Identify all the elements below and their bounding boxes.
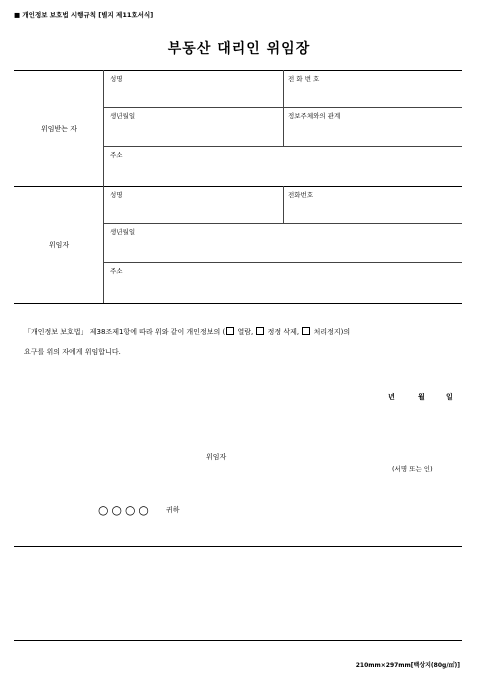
delegator-section-label: 위임자: [48, 241, 70, 249]
table-top-border: [14, 70, 462, 71]
delegatee-name-label: 성명: [110, 75, 123, 83]
option-correction-deletion: 정정 삭제,: [267, 328, 300, 336]
statement-line-2: 요구를 위의 자에게 위임합니다.: [24, 348, 121, 356]
delegatee-phone-label: 전 화 번 호: [288, 75, 320, 83]
page-title: 부동산 대리인 위임장: [167, 41, 311, 57]
section-divider: [14, 186, 462, 187]
date-year: 년: [388, 393, 395, 401]
option-inspection: 열람,: [237, 328, 254, 336]
row-divider: [103, 262, 462, 263]
signature-delegator-label: 위임자: [206, 453, 227, 461]
recipient-name: ○○○○: [98, 503, 152, 517]
column-divider: [283, 186, 284, 223]
label-column-divider: [103, 70, 104, 303]
paper-spec-footer: 210mm×297mm[백상지(80g/㎡)]: [355, 662, 460, 669]
delegator-phone-label: 전화번호: [288, 191, 314, 199]
table-bottom-border: [14, 303, 462, 304]
delegator-name-label: 성명: [110, 191, 123, 199]
column-divider: [283, 70, 284, 146]
statement-intro: 「개인정보 보호법」 제38조제1항에 따라 위와 같이 개인정보의 (: [24, 328, 226, 336]
checkbox-correction-deletion[interactable]: [256, 327, 264, 335]
option-processing-suspension: 처리정지)의: [313, 328, 351, 336]
delegation-statement: [24, 322, 464, 362]
delegatee-birth-label: 생년월일: [110, 112, 136, 120]
footer-divider: [14, 640, 462, 641]
delegatee-address-label: 주소: [110, 151, 123, 159]
lower-divider: [14, 546, 462, 547]
date-month: 월: [418, 393, 425, 401]
checkbox-inspection[interactable]: [226, 327, 234, 335]
delegator-address-label: 주소: [110, 267, 123, 275]
statement-line-1: [24, 322, 464, 342]
recipient-honorific: 귀하: [166, 506, 180, 514]
signature-note: (서명 또는 인): [392, 465, 433, 473]
delegator-birth-label: 생년월일: [110, 228, 136, 236]
date-day: 일: [446, 393, 453, 401]
delegatee-section-label: 위임받는 자: [40, 125, 78, 133]
checkbox-processing-suspension[interactable]: [302, 327, 310, 335]
row-divider: [103, 223, 462, 224]
row-divider: [103, 146, 462, 147]
delegatee-relation-label: 정보주체와의 관계: [288, 112, 341, 120]
form-header-note: ■ 개인정보 보호법 시행규칙 [별지 제11호서식]: [14, 11, 154, 19]
